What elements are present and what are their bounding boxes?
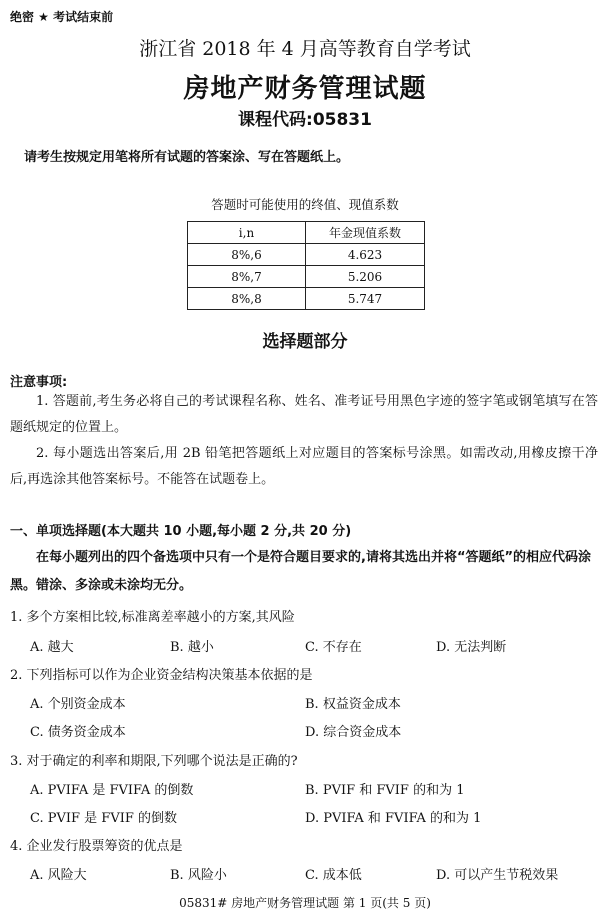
question-2-option-b: B. 权益资金成本 (305, 697, 401, 712)
table-cell: 5.206 (306, 266, 425, 288)
question-1-stem: 1. 多个方案相比较,标准离差率越小的方案,其风险 (10, 610, 295, 625)
question-1-option-a: A. 越大 (30, 640, 74, 655)
table-cell: 8%,6 (188, 244, 306, 266)
note-item-2: 2. 每小题选出答案后,用 2B 铅笔把答题纸上对应题目的答案标号涂黑。如需改动,用橡皮擦干净后,再选涂其他答案标号。不能答在试题卷上。 (10, 446, 598, 487)
question-2-option-d: D. 综合资金成本 (305, 725, 402, 740)
notes-heading: 注意事项: (10, 375, 68, 390)
exam-title: 浙江省 2018 年 4 月高等教育自学考试 (139, 38, 471, 60)
question-2-stem: 2. 下列指标可以作为企业资金结构决策基本依据的是 (10, 668, 313, 683)
table-header-row (188, 222, 425, 244)
paper-title: 房地产财务管理试题 (183, 74, 427, 104)
part1-title: 一、单项选择题(本大题共 10 小题,每小题 2 分,共 20 分) (10, 524, 352, 539)
table-caption: 答题时可能使用的终值、现值系数 (211, 197, 399, 212)
question-2-option-c: C. 债务资金成本 (30, 725, 126, 740)
question-4-option-c: C. 成本低 (305, 868, 362, 883)
table-row (188, 244, 425, 266)
part1-note: 在每小题列出的四个备选项中只有一个是符合题目要求的,请将其选出并将“答题纸”的相应代码涂黑。错涂、多涂或未涂均无分。 (10, 550, 592, 593)
table-header-cell: 年金现值系数 (306, 222, 425, 244)
question-4-stem: 4. 企业发行股票筹资的优点是 (10, 839, 183, 854)
question-4-option-b: B. 风险小 (170, 868, 227, 883)
question-3-option-c: C. PVIF 是 FVIF 的倒数 (30, 811, 177, 826)
table-row (188, 266, 425, 288)
question-1-option-b: B. 越小 (170, 640, 214, 655)
secret-mark: 绝密 ★ 考试结束前 (10, 10, 114, 24)
table-cell: 8%,7 (188, 266, 306, 288)
course-code: 课程代码:05831 (238, 110, 372, 130)
table-cell: 5.747 (306, 288, 425, 310)
table-row (188, 288, 425, 310)
page-footer: 05831# 房地产财务管理试题 第 1 页(共 5 页) (179, 896, 431, 910)
question-1-option-d: D. 无法判断 (436, 640, 507, 655)
table-header-cell: i,n (188, 222, 306, 244)
table-cell: 4.623 (306, 244, 425, 266)
table-cell: 8%,8 (188, 288, 306, 310)
question-3-option-b: B. PVIF 和 FVIF 的和为 1 (305, 783, 465, 798)
coefficient-table (187, 221, 425, 310)
question-2-option-a: A. 个别资金成本 (30, 697, 126, 712)
note-item-1: 1. 答题前,考生务必将自己的考试课程名称、姓名、准考证号用黑色字迹的签字笔或钢笔填写在答题纸规定的位置上。 (10, 394, 598, 435)
question-4-option-d: D. 可以产生节税效果 (436, 868, 559, 883)
question-3-option-a: A. PVIFA 是 FVIFA 的倒数 (30, 783, 194, 798)
answer-instruction: 请考生按规定用笔将所有试题的答案涂、写在答题纸上。 (24, 150, 350, 165)
section-title: 选择题部分 (262, 332, 348, 352)
question-3-stem: 3. 对于确定的利率和期限,下列哪个说法是正确的? (10, 754, 298, 769)
question-3-option-d: D. PVIFA 和 FVIFA 的和为 1 (305, 811, 482, 826)
question-1-option-c: C. 不存在 (305, 640, 362, 655)
question-4-option-a: A. 风险大 (30, 868, 87, 883)
